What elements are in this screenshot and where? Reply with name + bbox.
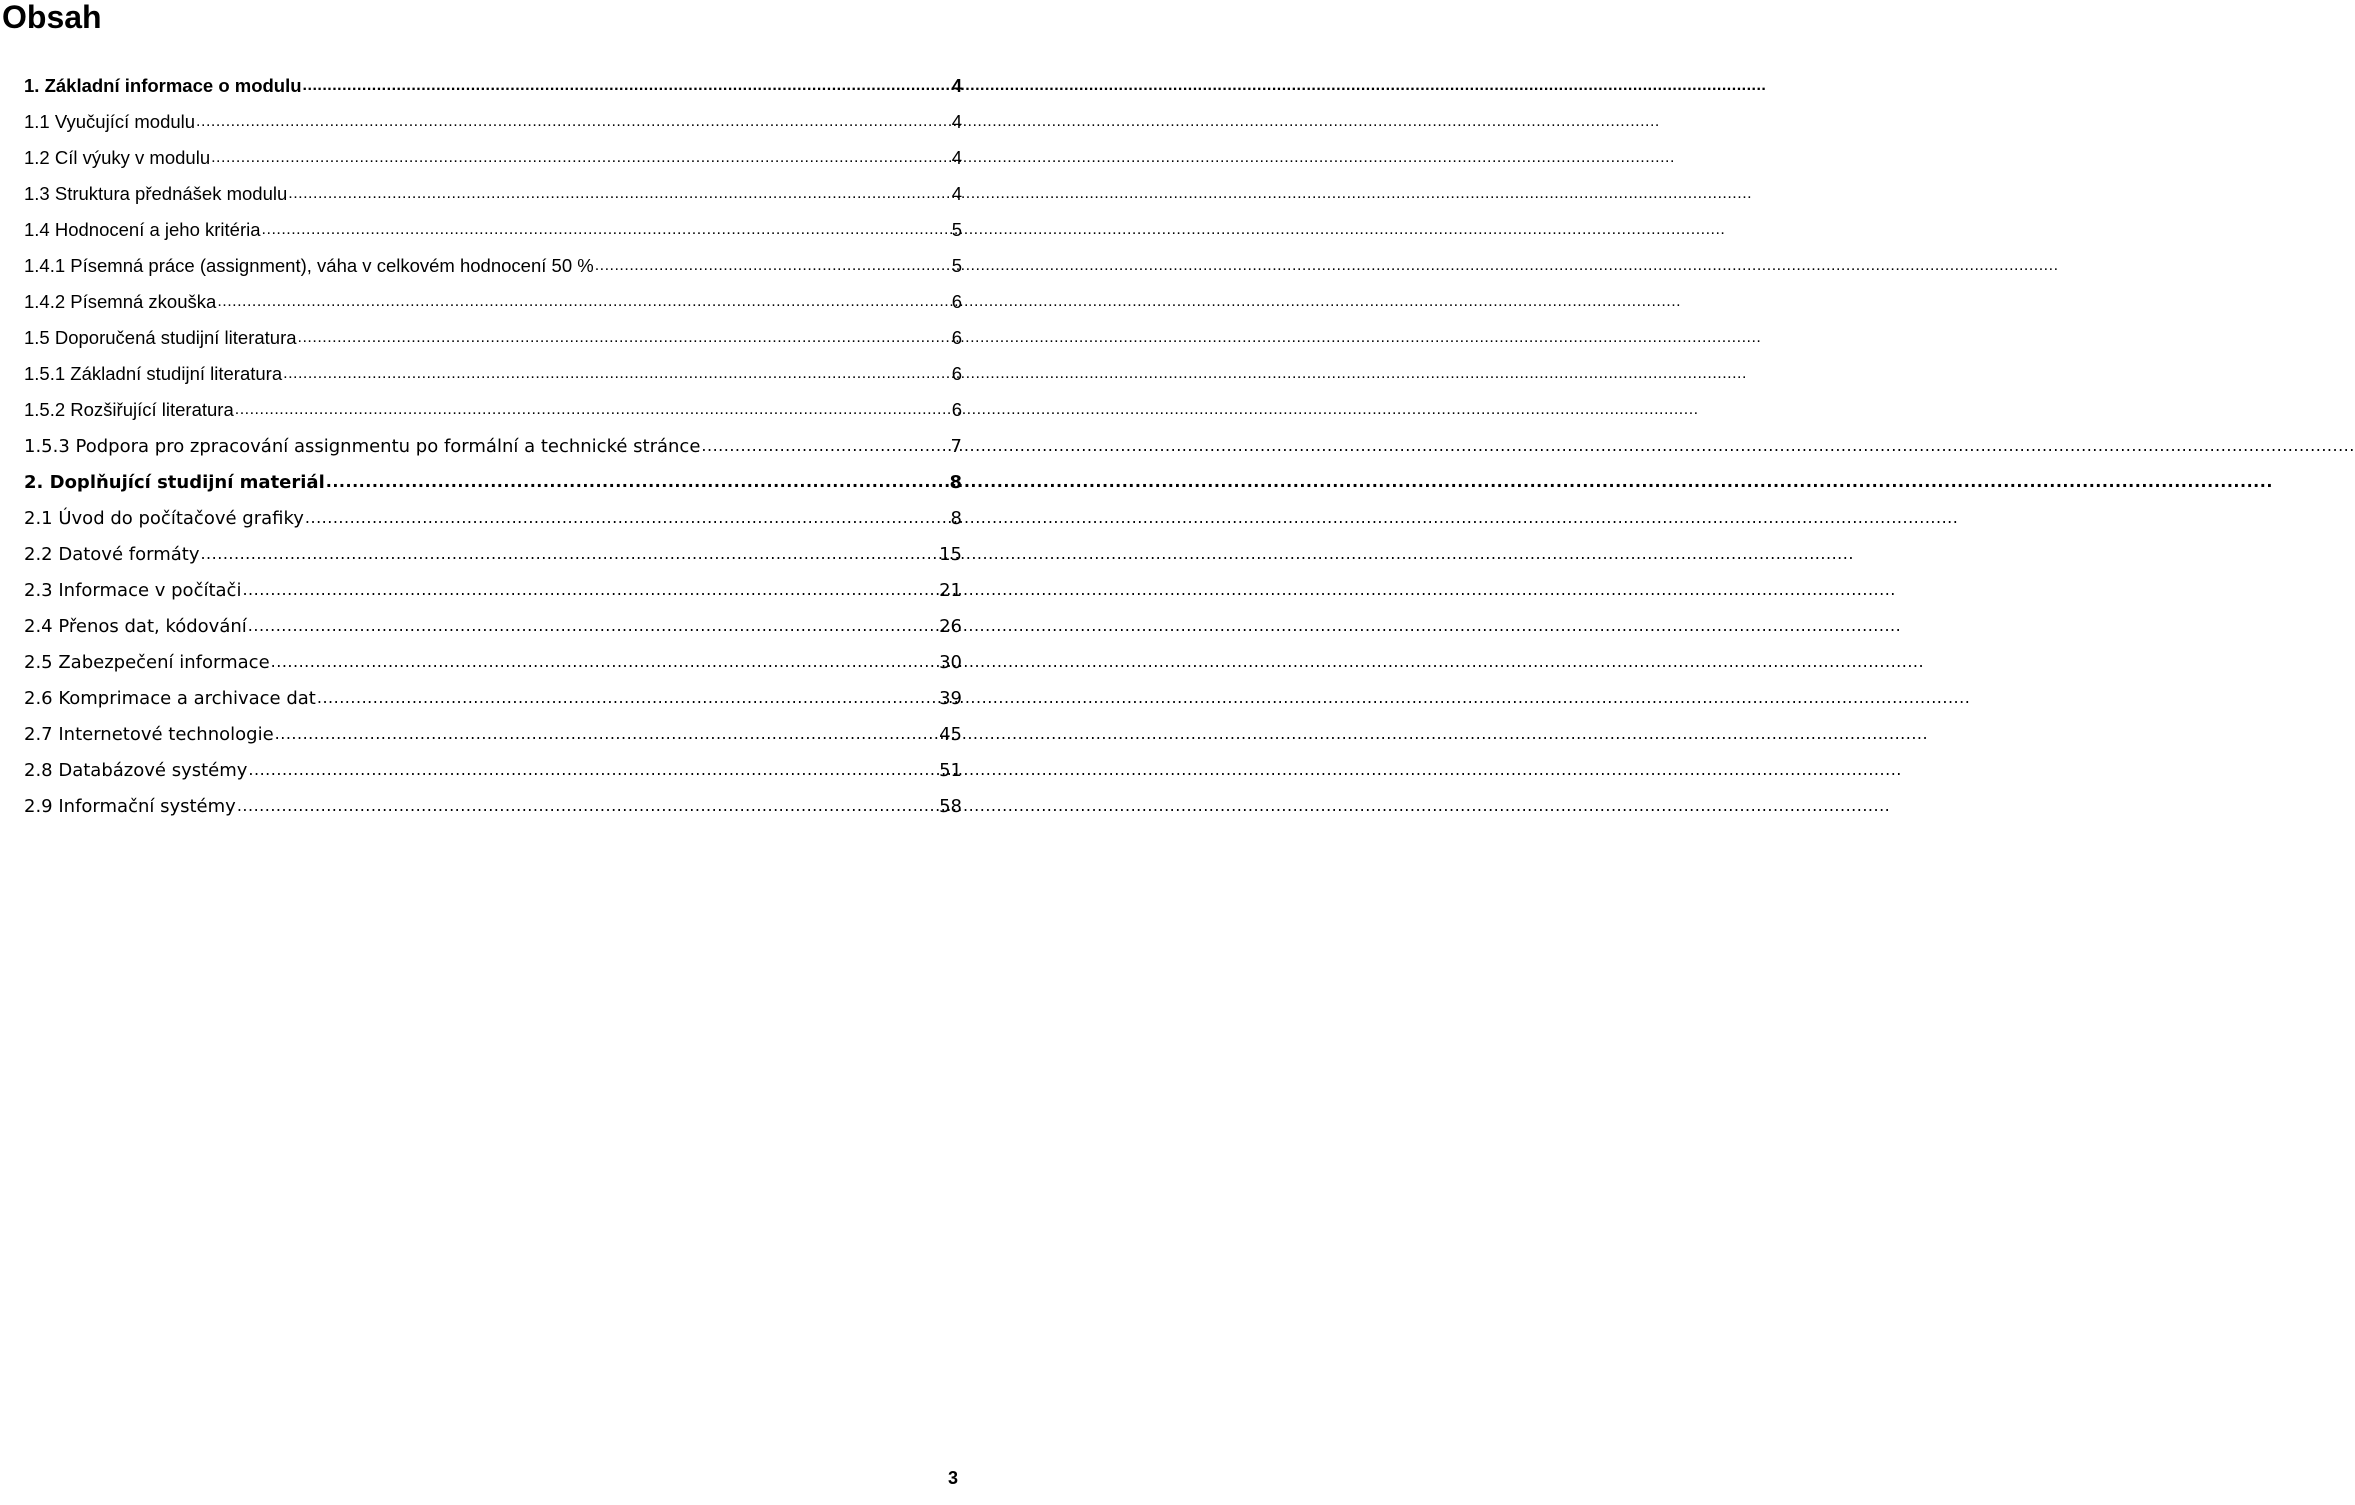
toc-entry[interactable] — [0, 392, 962, 428]
toc-entry-page: 51 — [939, 759, 962, 781]
toc-dot-leader — [298, 328, 951, 348]
toc-entry-title: 2.3 Informace v počítači — [24, 579, 242, 601]
toc-entry-page: 6 — [951, 399, 962, 420]
toc-entry-page: 6 — [951, 291, 962, 312]
toc-entry-title: 2.2 Datové formáty — [24, 543, 200, 565]
toc-entry-page: 5 — [951, 219, 962, 240]
toc-dot-leader — [237, 796, 938, 816]
toc-entry-page: 39 — [939, 687, 962, 709]
toc-entry-title: 2.6 Komprimace a archivace dat — [24, 687, 316, 709]
toc-entry[interactable] — [0, 608, 962, 644]
toc-dot-leader — [305, 508, 950, 528]
toc-dot-leader — [196, 112, 951, 132]
toc-dot-leader — [235, 400, 951, 420]
toc-dot-leader — [288, 184, 950, 204]
toc-dot-leader — [217, 292, 950, 312]
toc-entry[interactable] — [0, 716, 962, 752]
toc-entry-title: 1.4.1 Písemná práce (assignment), váha v celkovém hodnocení 50 % — [24, 255, 594, 276]
toc-entry-page: 4 — [951, 111, 962, 132]
toc-entry-title: 1.3 Struktura přednášek modulu — [24, 183, 288, 204]
toc-entry[interactable] — [0, 428, 962, 464]
toc-dot-leader — [595, 256, 951, 276]
toc-entry-page: 4 — [951, 75, 962, 96]
toc-entry[interactable] — [0, 788, 962, 824]
page-title: Obsah — [2, 0, 102, 35]
toc-entry-page: 6 — [951, 363, 962, 384]
toc-entry[interactable] — [0, 536, 962, 572]
toc-dot-leader — [200, 544, 938, 564]
toc-entry-chapter-1[interactable] — [0, 68, 962, 104]
toc-entry[interactable] — [0, 572, 962, 608]
toc-entry-page: 45 — [939, 723, 962, 745]
toc-entry[interactable] — [0, 680, 962, 716]
toc-entry-title: 2.4 Přenos dat, kódování — [24, 615, 247, 637]
toc-entry[interactable] — [0, 140, 962, 176]
toc-entry-page: 8 — [950, 507, 962, 529]
toc-entry-page: 6 — [951, 327, 962, 348]
toc-dot-leader — [248, 760, 938, 780]
toc-entry-title: 2.8 Databázové systémy — [24, 759, 248, 781]
page-number: 3 — [947, 1468, 958, 1488]
toc-dot-leader — [262, 220, 951, 240]
table-of-contents — [0, 68, 962, 824]
toc-entry-chapter-2[interactable] — [0, 464, 962, 500]
toc-entry-title: 1. Základní informace o modulu — [24, 75, 302, 96]
toc-entry[interactable] — [0, 356, 962, 392]
toc-entry-page: 4 — [951, 147, 962, 168]
toc-entry[interactable] — [0, 644, 962, 680]
toc-entry-page: 30 — [939, 651, 962, 673]
toc-entry[interactable] — [0, 176, 962, 212]
toc-entry-title: 2.5 Zabezpečení informace — [24, 651, 270, 673]
toc-entry-page: 5 — [951, 255, 962, 276]
toc-entry-title: 1.4.2 Písemná zkouška — [24, 291, 217, 312]
toc-entry-page: 26 — [939, 615, 962, 637]
toc-entry-page: 8 — [949, 471, 962, 493]
toc-entry[interactable] — [0, 248, 962, 284]
toc-entry-page: 21 — [939, 579, 962, 601]
toc-dot-leader — [326, 472, 949, 492]
toc-entry-title: 2. Doplňující studijní materiál — [24, 471, 325, 493]
toc-dot-leader — [303, 76, 951, 96]
toc-dot-leader — [701, 436, 949, 456]
toc-entry[interactable] — [0, 104, 962, 140]
toc-dot-leader — [317, 688, 938, 708]
toc-dot-leader — [283, 364, 951, 384]
toc-entry-title: 2.9 Informační systémy — [24, 795, 236, 817]
toc-entry-page: 15 — [939, 543, 962, 565]
toc-dot-leader — [248, 616, 938, 636]
toc-dot-leader — [275, 724, 938, 744]
toc-entry[interactable] — [0, 500, 962, 536]
toc-entry[interactable] — [0, 284, 962, 320]
toc-entry-title: 1.5.1 Základní studijní literatura — [24, 363, 283, 384]
toc-entry-title: 1.2 Cíl výuky v modulu — [24, 147, 211, 168]
toc-entry-page: 7 — [950, 435, 962, 457]
toc-entry[interactable] — [0, 320, 962, 356]
toc-entry-title: 1.5 Doporučená studijní literatura — [24, 327, 297, 348]
toc-entry[interactable] — [0, 752, 962, 788]
toc-entry-title: 1.5.3 Podpora pro zpracování assignmentu po formální a technické stránce — [24, 435, 701, 457]
toc-entry-page: 4 — [951, 183, 962, 204]
toc-dot-leader — [242, 580, 938, 600]
toc-entry-title: 2.7 Internetové technologie — [24, 723, 274, 745]
toc-entry-page: 58 — [939, 795, 962, 817]
toc-entry[interactable] — [0, 212, 962, 248]
toc-dot-leader — [211, 148, 951, 168]
toc-entry-title: 1.1 Vyučující modulu — [24, 111, 196, 132]
toc-dot-leader — [271, 652, 938, 672]
toc-entry-title: 1.5.2 Rozšiřující literatura — [24, 399, 234, 420]
toc-entry-title: 2.1 Úvod do počítačové grafiky — [24, 507, 304, 529]
toc-entry-title: 1.4 Hodnocení a jeho kritéria — [24, 219, 261, 240]
